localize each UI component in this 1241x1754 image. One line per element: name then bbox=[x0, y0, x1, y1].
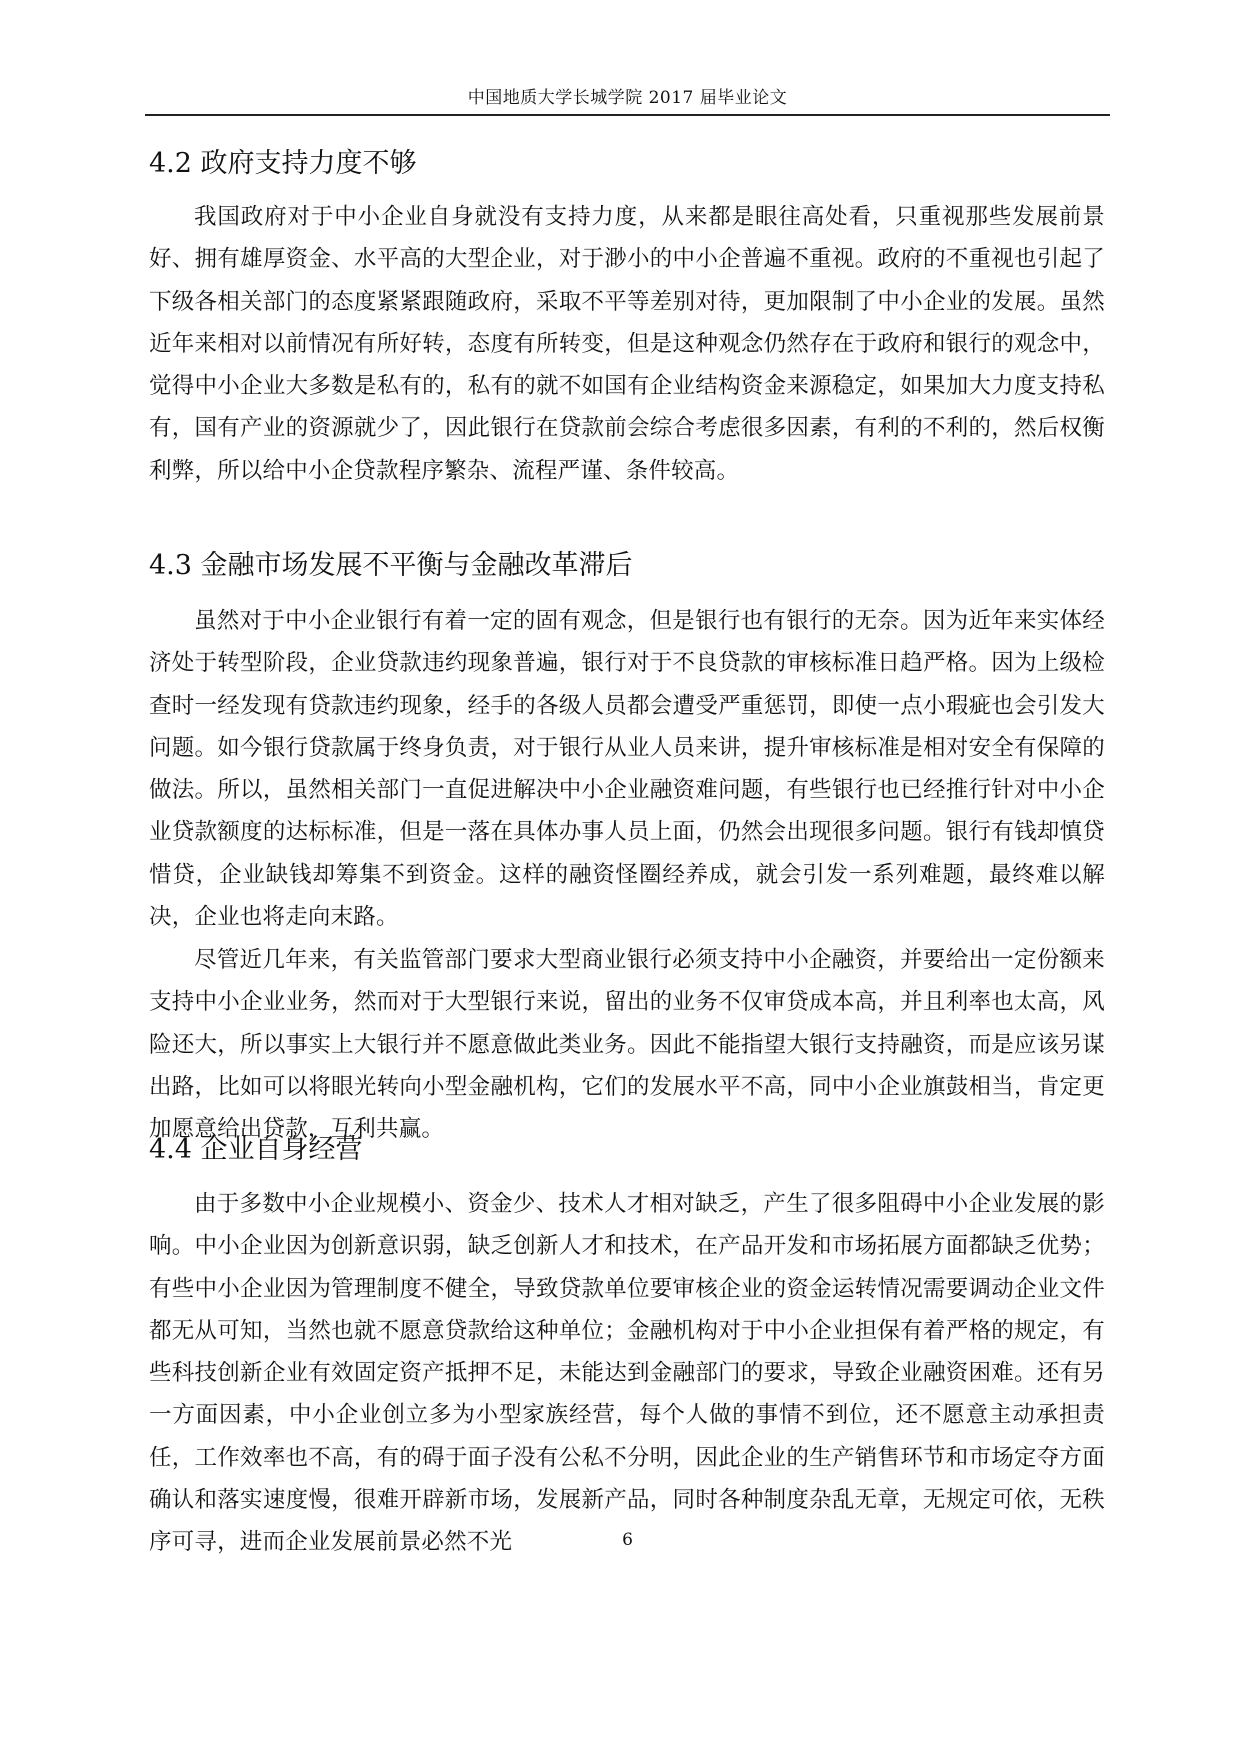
paragraph-4-3-2: 尽管近几年来，有关监管部门要求大型商业银行必须支持中小企融资，并要给出一定份额来支持中小企业业务，然而对于大型银行来说，留出的业务不仅审贷成本高，并且利率也太高，风险还大，所以事实上大银行并不愿意做此类业务。因此不能指望大银行支持融资，而是应该另谋出路，比如可以将眼光转向小型金融机构，它们的发展水平不高，同中小企业旗鼓相当，肯定更加愿意给出贷款，互利共赢。 bbox=[149, 947, 1105, 1143]
paragraph-4-4-1: 由于多数中小企业规模小、资金少、技术人才相对缺乏，产生了很多阻碍中小企业发展的影响。中小企业因为创新意识弱，缺乏创新人才和技术，在产品开发和市场拓展方面都缺乏优势；有些中小企业因为管理制度不健全，导致贷款单位要审核企业的资金运转情况需要调动企业文件都无从可知，当然也就不愿意贷款给这种单位；金融机构对于中小企业担保有着严格的规定，有些科技创新企业有效固定资产抵押不足，未能达到金融部门的要求，导致企业融资困难。还有另一方面因素，中小企业创立多为小型家族经营，每个人做的事情不到位，还不愿意主动承担责任，工作效率也不高，有的碍于面子没有公私不分明，因此企业的生产销售环节和市场定夺方面确认和落实速度慢，很难开辟新市场，发展新产品，同时各种制度杂乱无章，无规定可依，无秩序可寻，进而企业发展前景必然不光 bbox=[149, 1191, 1105, 1556]
section-heading-4-3: 4.3 金融市场发展不平衡与金融改革滞后 bbox=[149, 550, 633, 581]
section-heading-4-2: 4.2 政府支持力度不够 bbox=[149, 148, 417, 179]
page-number: 6 bbox=[622, 1530, 633, 1550]
section-heading-4-4: 4.4 企业自身经营 bbox=[149, 1134, 363, 1165]
header-divider bbox=[145, 114, 1110, 116]
running-header: 中国地质大学长城学院 2017 届毕业论文 bbox=[467, 88, 788, 108]
paragraph-4-3-1: 虽然对于中小企业银行有着一定的固有观念，但是银行也有银行的无奈。因为近年来实体经济处于转型阶段，企业贷款违约现象普遍，银行对于不良贷款的审核标准日趋严格。因为上级检查时一经发现有贷款违约现象，经手的各级人员都会遭受严重惩罚，即使一点小瑕疵也会引发大问题。如今银行贷款属于终身负责，对于银行从业人员来讲，提升审核标准是相对安全有保障的做法。所以，虽然相关部门一直促进解决中小企业融资难问题，有些银行也已经推行针对中小企业贷款额度的达标标准，但是一落在具体办事人员上面，仍然会出现很多问题。银行有钱却慎贷惜贷，企业缺钱却筹集不到资金。这样的融资怪圈经养成，就会引发一系列难题，最终难以解决，企业也将走向末路。 bbox=[149, 608, 1105, 931]
paragraph-4-2-1: 我国政府对于中小企业自身就没有支持力度，从来都是眼往高处看，只重视那些发展前景好、拥有雄厚资金、水平高的大型企业，对于渺小的中小企普遍不重视。政府的不重视也引起了下级各相关部门的态度紧紧跟随政府，采取不平等差别对待，更加限制了中小企业的发展。虽然近年来相对以前情况有所好转，态度有所转变，但是这种观念仍然存在于政府和银行的观念中，觉得中小企业大多数是私有的，私有的就不如国有企业结构资金来源稳定，如果加大力度支持私有，国有产业的资源就少了，因此银行在贷款前会综合考虑很多因素，有利的不利的，然后权衡利弊，所以给中小企贷款程序繁杂、流程严谨、条件较高。 bbox=[149, 204, 1105, 484]
